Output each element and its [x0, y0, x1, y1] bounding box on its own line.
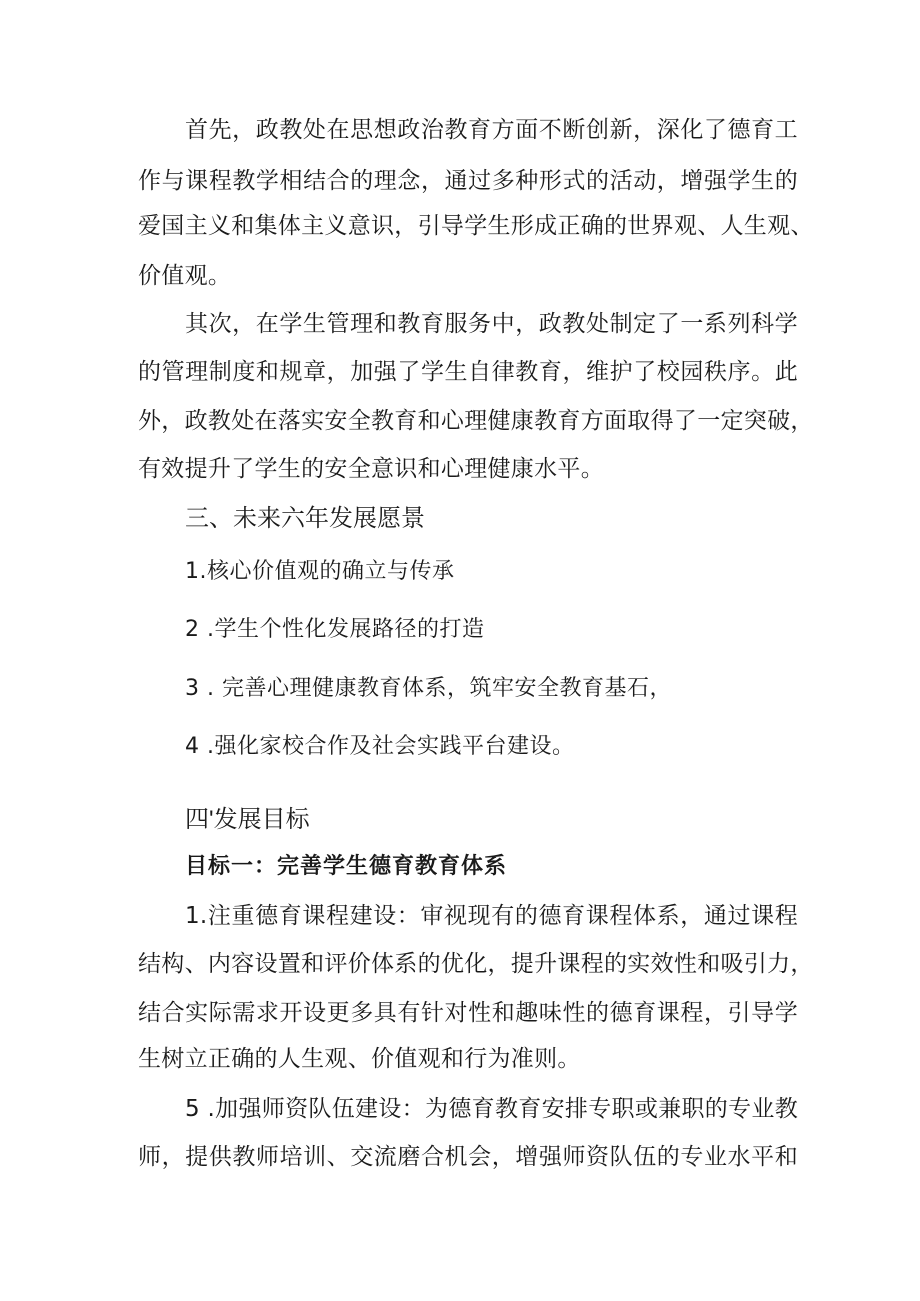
text-line: 生树立正确的人生观、价值观和行为准则。	[138, 1046, 581, 1072]
text-line: 师，提供教师培训、交流磨合机会，增强师资队伍的专业水平和	[138, 1144, 798, 1170]
section-3-title: 三、未来六年发展愿景	[185, 505, 425, 532]
text-line: 首先，政教处在思想政治教育方面不断创新，深化了德育工	[185, 117, 798, 143]
text-line: 外，政教处在落实安全教育和心理健康教育方面取得了一定突破，	[138, 408, 814, 434]
list-item: 1.核心价值观的确立与传承	[185, 559, 455, 584]
list-item: 2 .学生个性化发展路径的打造	[185, 617, 485, 642]
text-line: 结构、内容设置和评价体系的优化，提升课程的实效性和吸引力，	[138, 951, 814, 977]
text-line: 价值观。	[138, 263, 232, 289]
text-line: 爱国主义和集体主义意识，引导学生形成正确的世界观、人生观、	[138, 213, 814, 239]
text-line: 1.注重德育课程建设：审视现有的德育课程体系，通过课程	[185, 903, 798, 929]
text-line: 其次，在学生管理和教育服务中，政教处制定了一系列科学	[185, 311, 798, 337]
text-line: 结合实际需求开设更多具有针对性和趣味性的德育课程，引导学	[138, 1000, 798, 1026]
list-item: 3 . 完善心理健康教育体系，筑牢安全教育基石，	[185, 676, 672, 701]
section-4-title: 四'发展目标	[185, 806, 310, 833]
list-item: 4 .强化家校合作及社会实践平台建设。	[185, 734, 575, 759]
text-line: 5 .加强师资队伍建设：为德育教育安排专职或兼职的专业教	[185, 1096, 798, 1122]
goal-1-title: 目标一：完善学生德育教育体系	[185, 854, 508, 879]
text-line: 有效提升了学生的安全意识和心理健康水平。	[138, 456, 604, 482]
text-line: 的管理制度和规章，加强了学生自律教育，维护了校园秩序。此	[138, 359, 798, 385]
text-line: 作与课程教学相结合的理念，通过多种形式的活动，增强学生的	[138, 168, 798, 194]
